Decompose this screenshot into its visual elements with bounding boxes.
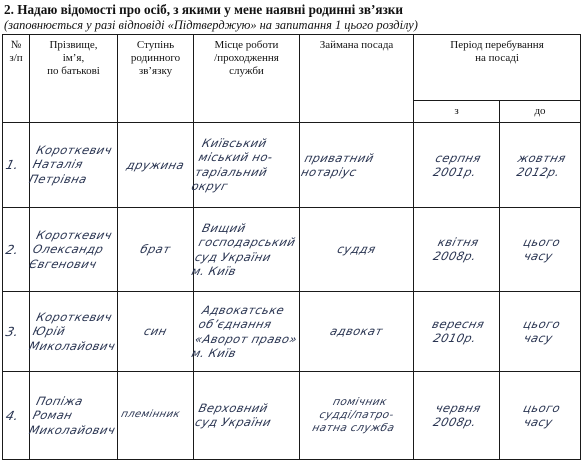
table-row [3, 292, 581, 372]
header-row [3, 35, 581, 101]
row-relation: брат [138, 242, 173, 257]
row-name: Попіжа Роман Миколайович [27, 393, 117, 437]
row-to: цього часу [521, 317, 562, 346]
row-name: Короткевич Юрій Миколайович [27, 309, 117, 353]
row-to: жовтня 2012р. [515, 150, 568, 179]
row-relation: племінник [119, 409, 182, 421]
header-workplace: Місце роботи /проходження служби [194, 35, 300, 123]
row-name: Короткевич Наталія Петрівна [27, 143, 114, 187]
row-name: Короткевич Олександр Євгенович [27, 227, 114, 271]
row-workplace: Адвокатське об’єднання «Аворот право» м. Київ [189, 302, 299, 360]
row-position: приватний нотаріус [299, 150, 376, 179]
header-position: Займана посада [300, 35, 414, 123]
row-to: цього часу [521, 401, 562, 430]
table-row [3, 123, 581, 208]
table-row [3, 208, 581, 292]
row-position: адвокат [328, 324, 385, 339]
row-number: 3. [4, 323, 21, 339]
row-from: червня 2008р. [431, 401, 483, 430]
header-from: з [414, 101, 500, 123]
header-number: № з/п [3, 35, 30, 123]
row-number: 2. [4, 241, 21, 257]
relatives-table [2, 34, 581, 460]
row-from: квітня 2008р. [431, 235, 481, 264]
row-position: помічник судді/патро- натна служба [310, 395, 396, 435]
header-name: Прізвище, ім’я, по батькові [30, 35, 118, 123]
row-relation: син [142, 324, 169, 339]
section-subtitle: (заповнюється у разі відповіді «Підтверджую» на запитання 1 цього розділу) [4, 18, 418, 32]
row-workplace: Вищий господарський суд України м. Київ [189, 220, 298, 278]
row-number: 4. [4, 407, 21, 423]
row-number: 1. [4, 157, 21, 173]
header-period: Період перебування на посаді [414, 35, 581, 101]
section-title: 2. Надаю відомості про осіб, з якими у мене наявні родинні зв’язки [4, 2, 403, 17]
row-from: вересня 2010р. [430, 317, 486, 346]
table-row [3, 372, 581, 460]
row-workplace: Київський міський но- таріальний округ [189, 136, 275, 194]
row-from: серпня 2001р. [431, 150, 483, 179]
row-position: суддя [335, 242, 378, 257]
row-relation: дружина [125, 157, 186, 172]
row-to: цього часу [521, 235, 562, 264]
header-relation: Ступінь родинного зв’язку [118, 35, 194, 123]
row-workplace: Верховний суд України [193, 401, 273, 430]
header-to: до [500, 101, 581, 123]
